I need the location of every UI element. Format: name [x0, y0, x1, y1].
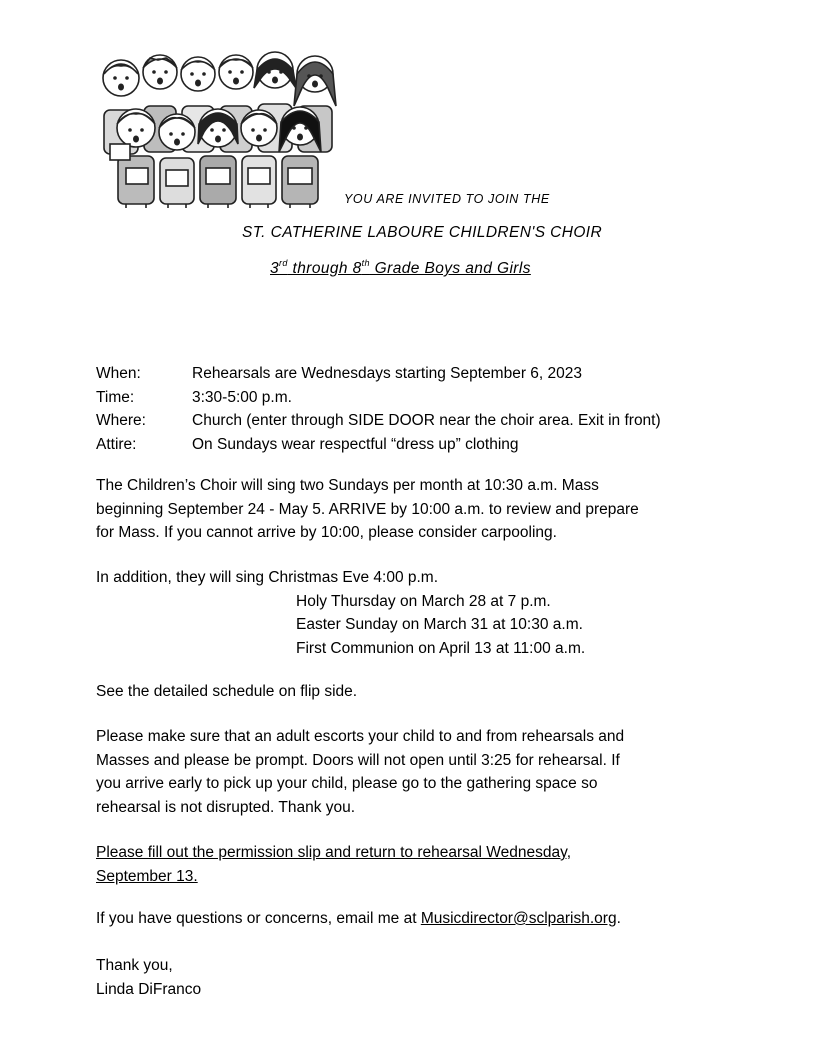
paragraph-line: Please fill out the permission slip and return to rehearsal Wednesday, — [96, 844, 572, 861]
event-line: Easter Sunday on March 31 at 10:30 a.m. — [296, 616, 583, 633]
paragraph-line: you arrive early to pick up your child, please go to the gathering space so — [96, 775, 598, 792]
permission-slip-note — [96, 841, 736, 888]
details-list — [96, 362, 776, 456]
grades-superscript: rd — [279, 258, 288, 268]
choir-name: ST. CATHERINE LABOURE CHILDREN'S CHOIR — [242, 224, 603, 241]
paragraph-line: September 13. — [96, 867, 198, 885]
detail-label: Time: — [96, 388, 135, 406]
invite-line: YOU ARE INVITED TO JOIN THE — [344, 192, 550, 206]
detail-value: Church (enter through SIDE DOOR near the choir area. Exit in front) — [192, 412, 661, 429]
paragraph-line: The Children’s Choir will sing two Sundays per month at 10:30 a.m. Mass — [96, 477, 599, 494]
salutation: Thank you, — [96, 957, 173, 974]
paragraph-line: Please make sure that an adult escorts your child to and from rehearsals and — [96, 728, 625, 745]
detail-row-when — [96, 362, 776, 386]
additional-services — [96, 566, 736, 660]
paragraph-line: Masses and please be prompt. Doors will not open until 3:25 for rehearsal. If — [96, 751, 620, 769]
detail-row-where — [96, 409, 776, 433]
children-choir-illustration — [96, 48, 342, 208]
paragraph-line: beginning September 24 - May 5. ARRIVE by 10:00 a.m. to review and prepare — [96, 500, 639, 518]
detail-value: 3:30-5:00 p.m. — [192, 388, 292, 406]
email-link[interactable]: Musicdirector@sclparish.org — [420, 910, 617, 927]
event-line: Holy Thursday on March 28 at 7 p.m. — [296, 592, 551, 610]
contact-line — [96, 907, 736, 931]
grades-part: 3 — [270, 260, 280, 277]
grades-part: Grade Boys and Girls — [369, 260, 531, 277]
event-line: First Communion on April 13 at 11:00 a.m. — [296, 639, 586, 657]
detail-row-attire — [96, 433, 776, 457]
grades-superscript: th — [361, 258, 370, 268]
detail-value: On Sundays wear respectful “dress up” clothing — [192, 435, 519, 453]
signature: Linda DiFranco — [96, 980, 202, 998]
contact-text: If you have questions or concerns, email me at — [96, 910, 421, 927]
paragraph-line: rehearsal is not disrupted. Thank you. — [96, 798, 356, 816]
detail-row-time — [96, 386, 776, 410]
sundays-paragraph — [96, 474, 736, 545]
detail-label: When: — [96, 365, 141, 382]
detail-value: Rehearsals are Wednesdays starting September 6, 2023 — [192, 365, 583, 382]
escort-paragraph — [96, 725, 736, 819]
paragraph-line: for Mass. If you cannot arrive by 10:00, please consider carpooling. — [96, 524, 557, 541]
contact-trailing: . — [616, 910, 621, 927]
detail-label: Attire: — [96, 435, 137, 453]
schedule-note: See the detailed schedule on flip side. — [96, 683, 358, 700]
grades-part: through 8 — [287, 260, 362, 277]
closing — [96, 954, 736, 1001]
detail-label: Where: — [96, 412, 146, 429]
grades-line — [270, 258, 531, 278]
additional-intro: In addition, they will sing Christmas Eve 4:00 p.m. — [96, 569, 439, 586]
